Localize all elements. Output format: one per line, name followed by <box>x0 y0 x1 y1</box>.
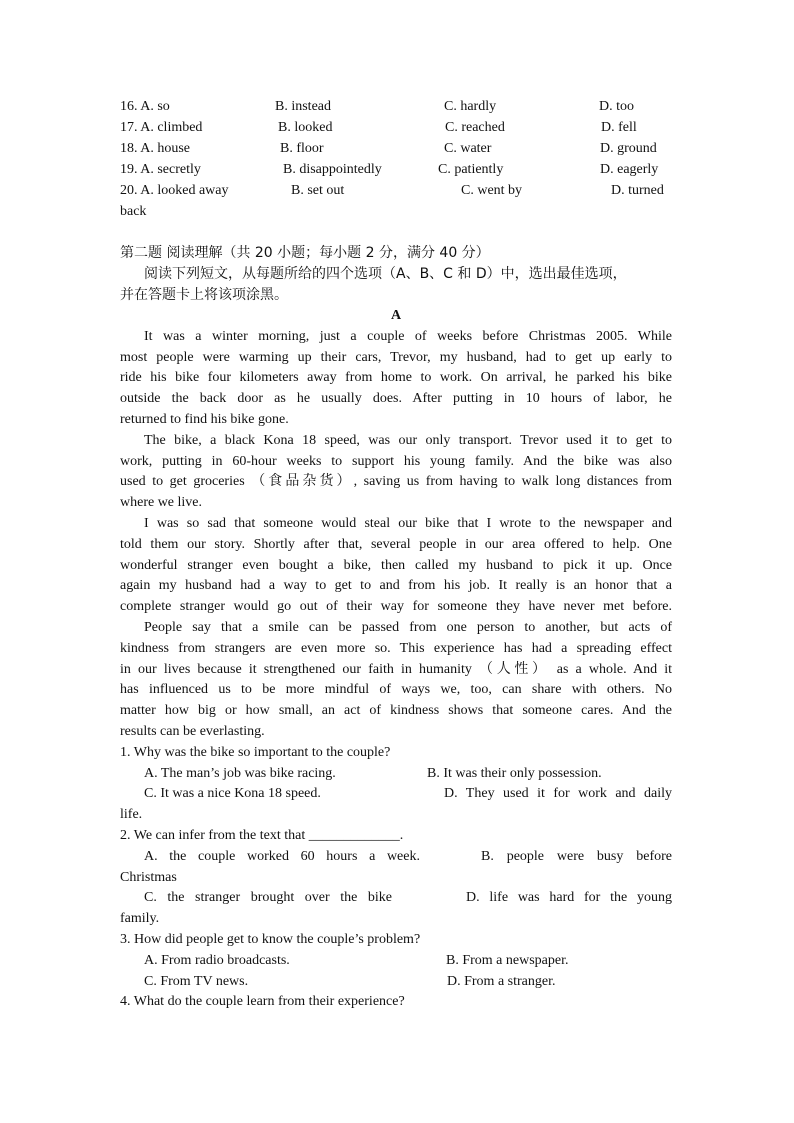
option-c: C. water <box>444 141 492 156</box>
option-d: D. eagerly <box>600 162 659 177</box>
instructions-line: 并在答题卡上将该项涂黑。 <box>120 287 288 303</box>
passage-line: kindness from strangers are even more so. This experience has had a spreading effect <box>120 641 672 656</box>
passage-line: results can be everlasting. <box>120 724 265 739</box>
passage-line: The bike, a black Kona 18 speed, was our only transport. Trevor used it to get to <box>144 433 672 448</box>
cloze-option-row <box>120 181 672 202</box>
passage-line: again my husband had a way to get to and from his job. It really is an honor that a <box>120 578 672 593</box>
section-heading: 第二题 阅读理解（共 20 小题；每小题 2 分，满分 40 分） <box>120 245 490 261</box>
option-b: B. floor <box>280 141 324 156</box>
passage-line: outside the back door as he usually does. After putting in 10 hours of labor, he <box>120 391 672 406</box>
option-a: 19. A. secretly <box>120 162 201 177</box>
option-c: C. From TV news. <box>144 974 249 989</box>
passage-line: I was so sad that someone would steal our bike that I wrote to the newspaper and <box>144 516 672 531</box>
option-d: D. too <box>599 99 634 114</box>
option-d: D. turned <box>611 183 664 198</box>
passage-line: in our lives because it strengthened our faith in humanity （人性） as a whole. And it <box>120 662 672 677</box>
passage-line: used to get groceries （食品杂货）, saving us from having to walk long distances from <box>120 474 672 489</box>
question-option-row <box>120 764 672 785</box>
passage-line: wonderful stranger even bought a bike, then called my husband to pick it up. Once <box>120 558 672 573</box>
option-d: D. ground <box>600 141 657 156</box>
option-b: B. It was their only possession. <box>427 766 602 781</box>
option-c: C. the stranger brought over the bike <box>144 890 392 905</box>
passage-line: where we live. <box>120 495 203 510</box>
option-c: C. patiently <box>438 162 504 177</box>
option-b: B. set out <box>291 183 345 198</box>
question-wrap-text: life. <box>120 807 143 822</box>
option-a: 18. A. house <box>120 141 190 156</box>
question-stem: 4. What do the couple learn from their experience? <box>120 994 405 1009</box>
option-a: 16. A. so <box>120 99 170 114</box>
option-c: C. hardly <box>444 99 497 114</box>
option-d: D. They used it for work and daily <box>444 786 672 801</box>
passage-line: most people were warming up their cars, Trevor, my husband, had to get up early to <box>120 350 672 365</box>
option-b: B. looked <box>278 120 333 135</box>
question-option-row <box>120 784 672 805</box>
question-stem: 2. We can infer from the text that _____________. <box>120 828 404 843</box>
option-d: D. life was hard for the young <box>466 890 672 905</box>
option-a: 20. A. looked away <box>120 183 229 198</box>
cloze-option-row <box>120 160 672 181</box>
cloze-option-row <box>120 139 672 160</box>
option-a: A. the couple worked 60 hours a week. <box>144 849 420 864</box>
cloze-option-row <box>120 118 672 139</box>
option-c: C. It was a nice Kona 18 speed. <box>144 786 321 801</box>
question-stem: 1. Why was the bike so important to the couple? <box>120 745 391 760</box>
question-option-row <box>120 847 672 868</box>
question-option-row <box>120 951 672 972</box>
option-b: B. From a newspaper. <box>446 953 569 968</box>
question-wrap-text: family. <box>120 911 160 926</box>
question-stem: 3. How did people get to know the couple’s problem? <box>120 932 421 947</box>
option-b: B. disappointedly <box>283 162 382 177</box>
passage-line: work, putting in 60-hour weeks to support his young family. And the bike was also <box>120 454 672 469</box>
question-option-row <box>120 972 672 993</box>
option-c: C. went by <box>461 183 523 198</box>
passage-line: People say that a smile can be passed from one person to another, but acts of <box>144 620 672 635</box>
option-a: A. From radio broadcasts. <box>144 953 290 968</box>
question-wrap-text: Christmas <box>120 870 177 885</box>
passage-line: told them our story. Shortly after that, several people in our area offered to help. One <box>120 537 672 552</box>
question-option-row <box>120 888 672 909</box>
passage-label: A <box>390 308 402 323</box>
option-d: D. From a stranger. <box>447 974 556 989</box>
option-c: C. reached <box>445 120 505 135</box>
option-d: D. fell <box>601 120 637 135</box>
option-a: 17. A. climbed <box>120 120 203 135</box>
cloze-wrap-text: back <box>120 204 147 219</box>
option-b: B. people were busy before <box>481 849 672 864</box>
cloze-option-row <box>120 97 672 118</box>
option-b: B. instead <box>275 99 331 114</box>
passage-line: It was a winter morning, just a couple of weeks before Christmas 2005. While <box>144 329 672 344</box>
passage-line: has influenced us to be more mindful of ways we, too, can share with others. No <box>120 682 672 697</box>
passage-line: ride his bike four kilometers away from home to work. On arrival, he parked his bike <box>120 370 672 385</box>
passage-line: returned to find his bike gone. <box>120 412 289 427</box>
passage-line: complete stranger would go out of their way for someone they have never met before. <box>120 599 672 614</box>
instructions-line: 阅读下列短文，从每题所给的四个选项（A、B、C 和 D）中，选出最佳选项， <box>144 266 627 282</box>
option-a: A. The man’s job was bike racing. <box>144 766 336 781</box>
passage-line: matter how big or how small, an act of kindness shows that someone cares. And the <box>120 703 672 718</box>
